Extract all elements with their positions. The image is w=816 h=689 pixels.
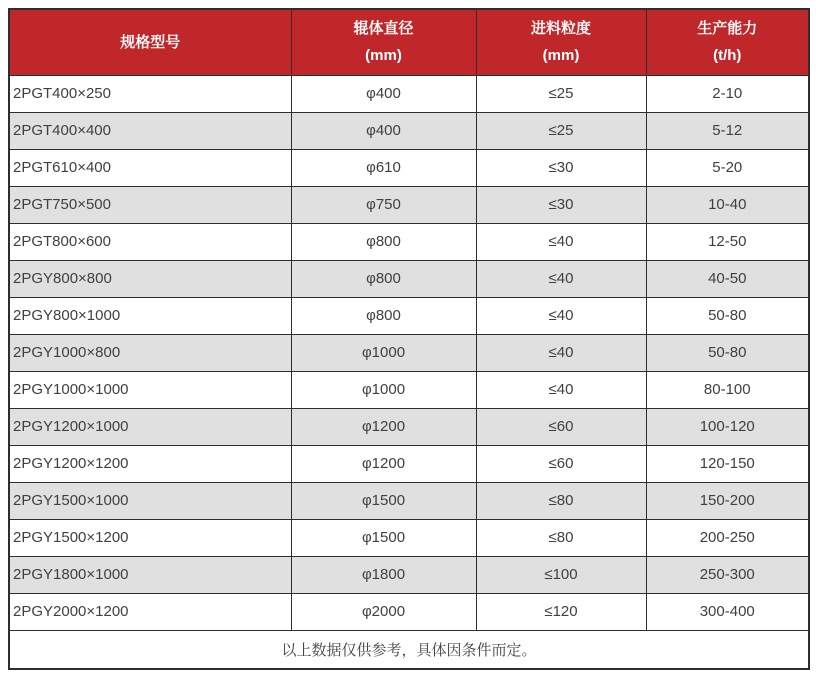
diameter-cell: φ800 — [291, 223, 476, 260]
feed-size-cell: ≤30 — [476, 186, 646, 223]
col-header-model-title: 规格型号 — [120, 33, 181, 51]
model-cell: 2PGY2000×1200 — [9, 593, 291, 630]
model-cell: 2PGY1000×1000 — [9, 371, 291, 408]
diameter-cell: φ800 — [291, 297, 476, 334]
col-header-capacity-unit: (t/h) — [713, 47, 742, 65]
capacity-cell: 2-10 — [646, 75, 809, 112]
model-cell: 2PGT610×400 — [9, 149, 291, 186]
feed-size-cell: ≤25 — [476, 112, 646, 149]
capacity-cell: 12-50 — [646, 223, 809, 260]
model-cell: 2PGY1200×1000 — [9, 408, 291, 445]
table-row — [9, 75, 809, 112]
feed-size-cell: ≤100 — [476, 556, 646, 593]
col-header-feed-size-title: 进料粒度 — [530, 20, 591, 38]
feed-size-cell: ≤40 — [476, 297, 646, 334]
table-row — [9, 371, 809, 408]
feed-size-cell: ≤60 — [476, 445, 646, 482]
diameter-cell: φ2000 — [291, 593, 476, 630]
model-cell: 2PGY1800×1000 — [9, 556, 291, 593]
table-row — [9, 445, 809, 482]
diameter-cell: φ400 — [291, 75, 476, 112]
diameter-cell: φ1500 — [291, 482, 476, 519]
col-header-model — [9, 9, 291, 75]
feed-size-cell: ≤25 — [476, 75, 646, 112]
table-row — [9, 149, 809, 186]
diameter-cell: φ1000 — [291, 371, 476, 408]
footer-row — [9, 630, 809, 669]
model-cell: 2PGY1500×1200 — [9, 519, 291, 556]
spec-table — [8, 8, 810, 670]
diameter-cell: φ1000 — [291, 334, 476, 371]
capacity-cell: 50-80 — [646, 334, 809, 371]
table-header — [9, 9, 809, 75]
model-cell: 2PGY1200×1200 — [9, 445, 291, 482]
diameter-cell: φ800 — [291, 260, 476, 297]
footer-note: 以上数据仅供参考，具体因条件而定。 — [9, 630, 809, 669]
feed-size-cell: ≤120 — [476, 593, 646, 630]
feed-size-cell: ≤60 — [476, 408, 646, 445]
capacity-cell: 250-300 — [646, 556, 809, 593]
table-row — [9, 297, 809, 334]
diameter-cell: φ610 — [291, 149, 476, 186]
feed-size-cell: ≤80 — [476, 482, 646, 519]
feed-size-cell: ≤40 — [476, 260, 646, 297]
capacity-cell: 300-400 — [646, 593, 809, 630]
feed-size-cell: ≤80 — [476, 519, 646, 556]
col-header-capacity — [646, 9, 809, 75]
table-row — [9, 556, 809, 593]
capacity-cell: 5-20 — [646, 149, 809, 186]
table-row — [9, 593, 809, 630]
diameter-cell: φ1500 — [291, 519, 476, 556]
capacity-cell: 200-250 — [646, 519, 809, 556]
table-row — [9, 223, 809, 260]
table-row — [9, 519, 809, 556]
table-footer — [9, 630, 809, 669]
model-cell: 2PGT750×500 — [9, 186, 291, 223]
model-cell: 2PGT800×600 — [9, 223, 291, 260]
table-row — [9, 482, 809, 519]
model-cell: 2PGY1000×800 — [9, 334, 291, 371]
table-row — [9, 334, 809, 371]
col-header-feed-size — [476, 9, 646, 75]
capacity-cell: 120-150 — [646, 445, 809, 482]
feed-size-cell: ≤40 — [476, 223, 646, 260]
capacity-cell: 80-100 — [646, 371, 809, 408]
table-body — [9, 75, 809, 630]
capacity-cell: 150-200 — [646, 482, 809, 519]
diameter-cell: φ750 — [291, 186, 476, 223]
table-row — [9, 186, 809, 223]
col-header-feed-size-unit: (mm) — [542, 47, 580, 65]
diameter-cell: φ400 — [291, 112, 476, 149]
diameter-cell: φ1200 — [291, 408, 476, 445]
col-header-diameter-unit: (mm) — [365, 47, 402, 65]
header-row — [9, 9, 809, 75]
feed-size-cell: ≤30 — [476, 149, 646, 186]
model-cell: 2PGT400×400 — [9, 112, 291, 149]
col-header-capacity-title: 生产能力 — [697, 20, 758, 38]
table-row — [9, 260, 809, 297]
capacity-cell: 5-12 — [646, 112, 809, 149]
model-cell: 2PGY1500×1000 — [9, 482, 291, 519]
capacity-cell: 10-40 — [646, 186, 809, 223]
table-row — [9, 112, 809, 149]
feed-size-cell: ≤40 — [476, 371, 646, 408]
diameter-cell: φ1200 — [291, 445, 476, 482]
spec-table-container — [8, 8, 808, 670]
col-header-diameter-title: 辊体直径 — [353, 20, 414, 38]
col-header-diameter — [291, 9, 476, 75]
feed-size-cell: ≤40 — [476, 334, 646, 371]
model-cell: 2PGT400×250 — [9, 75, 291, 112]
diameter-cell: φ1800 — [291, 556, 476, 593]
capacity-cell: 50-80 — [646, 297, 809, 334]
capacity-cell: 100-120 — [646, 408, 809, 445]
table-row — [9, 408, 809, 445]
model-cell: 2PGY800×1000 — [9, 297, 291, 334]
model-cell: 2PGY800×800 — [9, 260, 291, 297]
capacity-cell: 40-50 — [646, 260, 809, 297]
